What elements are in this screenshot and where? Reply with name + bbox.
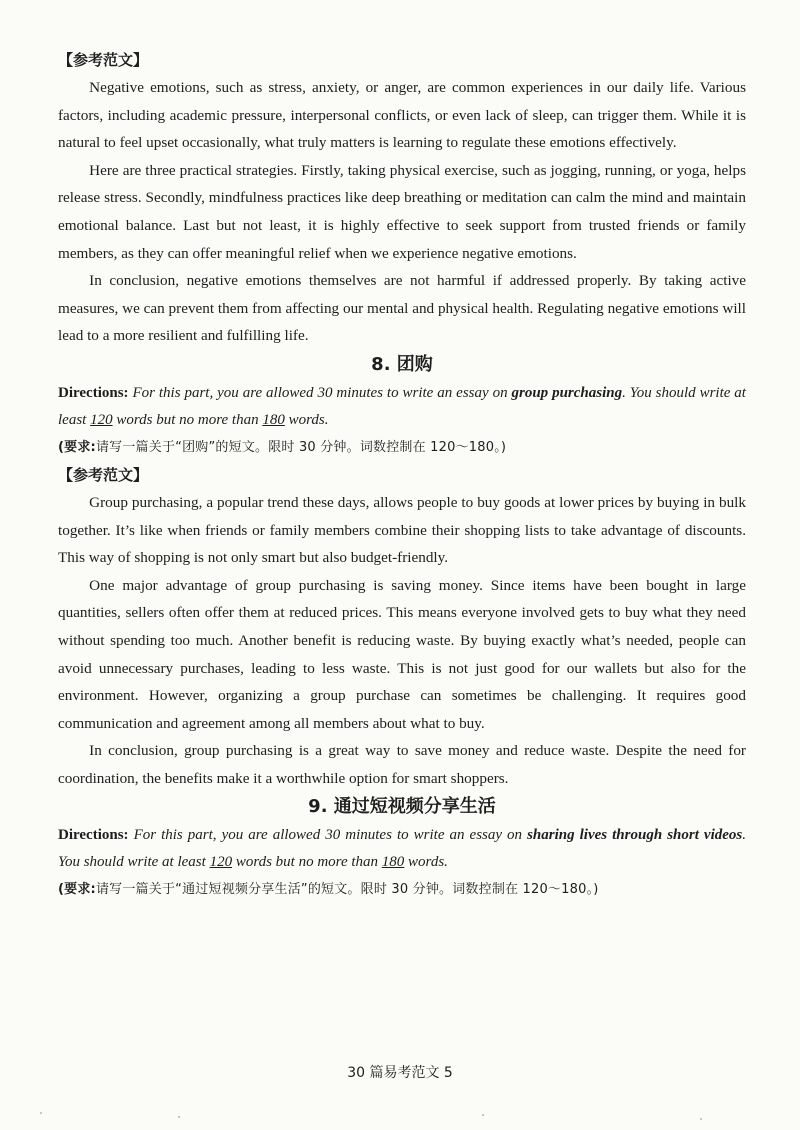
- requirement-9: [58, 876, 746, 903]
- requirement-text: 请写一篇关于“团购”的短文。限时 30 分钟。词数控制在 120～180。): [95, 439, 507, 455]
- directions-max-words: 180: [262, 411, 285, 428]
- directions-min-words: 120: [90, 411, 113, 428]
- topic-title-8: 8. 团购: [371, 353, 433, 375]
- directions-lead: Directions:: [58, 384, 129, 401]
- directions-max-words: 180: [381, 854, 405, 871]
- page-footer: 30 篇易考范文 5: [347, 1065, 453, 1081]
- directions-min-words: 120: [209, 854, 233, 871]
- scan-speck: [700, 1118, 702, 1120]
- scan-speck: [40, 1112, 42, 1114]
- directions-text: words but no more than: [232, 854, 382, 871]
- requirement-text: 请写一篇关于“通过短视频分享生活”的短文。限时 30 分钟。词数控制在 120～180。): [95, 882, 599, 898]
- directions-8: [58, 380, 746, 434]
- page-content: [58, 46, 746, 903]
- essay-paragraph: Here are three practical strategies. Firstly, taking physical exercise, such as jogging, running, or yoga, helps release stress. Secondly, mindfulness practices like deep breathing or meditation can calm the mind and maintain emotional balance. Last but not least, it is highly effective to seek support from trusted friends or family members, as they can offer meaningful relief when we experience negative emotions.: [58, 161, 746, 262]
- requirement-8: [58, 434, 746, 461]
- essay-paragraph: In conclusion, negative emotions themselves are not harmful if addressed properly. By taking active measures, we can prevent them from affecting our mental and physical health. Regulating negative emotions will lead to a more resilient and fulfilling life.: [58, 272, 746, 345]
- essay-paragraph: In conclusion, group purchasing is a great way to save money and reduce waste. Despite the need for coordination, the benefits make it a worthwhile option for smart shoppers.: [58, 742, 746, 787]
- essay-paragraph: One major advantage of group purchasing is saving money. Since items have been bought in large quantities, sellers often offer them at reduced prices. This means everyone involved gets to buy what they need without spending too much. Another benefit is reducing waste. By buying exactly what’s needed, people can avoid unnecessary purchases, leading to less waste. This is not just good for our wallets but also for the environment. However, organizing a group purchase can sometimes be challenging. It requires good communication and agreement among all members about what to buy.: [58, 576, 746, 732]
- directions-text: words but no more than: [112, 411, 263, 428]
- directions-text: words.: [284, 411, 329, 428]
- scan-speck: [178, 1116, 180, 1118]
- directions-text: . You should write at least: [58, 827, 746, 871]
- directions-text: words.: [404, 854, 448, 871]
- directions-lead: Directions:: [58, 827, 129, 844]
- directions-text: For this part, you are allowed 30 minutes to write an essay on: [128, 384, 512, 401]
- sample-essay-label: 【参考范文】: [58, 465, 149, 484]
- essay-paragraph: Group purchasing, a popular trend these days, allows people to buy goods at lower prices by buying in bulk together. It’s like when friends or family members combine their shopping lists to take advantage of discounts. This way of shopping is not only smart but also budget-friendly.: [58, 493, 746, 567]
- directions-topic: group purchasing: [511, 384, 623, 401]
- sample-essay-label: 【参考范文】: [58, 51, 149, 69]
- scan-speck: [482, 1114, 484, 1116]
- topic-title-9: 9. 通过短视频分享生活: [308, 796, 496, 818]
- directions-9: [58, 822, 746, 876]
- essay-paragraph: Negative emotions, such as stress, anxiety, or anger, are common experiences in our daily life. Various factors, including academic pressure, interpersonal conflicts, or even lack of sleep, can trigger them. While it is natural to feel upset occasionally, what truly matters is learning to regulate these emotions effectively.: [58, 79, 746, 152]
- directions-text: For this part, you are allowed 30 minutes to write an essay on: [128, 827, 528, 844]
- directions-text: . You should write at least: [58, 384, 746, 428]
- requirement-lead: (要求:: [58, 439, 96, 455]
- requirement-lead: (要求:: [58, 882, 96, 898]
- directions-topic: sharing lives through short videos: [527, 827, 743, 844]
